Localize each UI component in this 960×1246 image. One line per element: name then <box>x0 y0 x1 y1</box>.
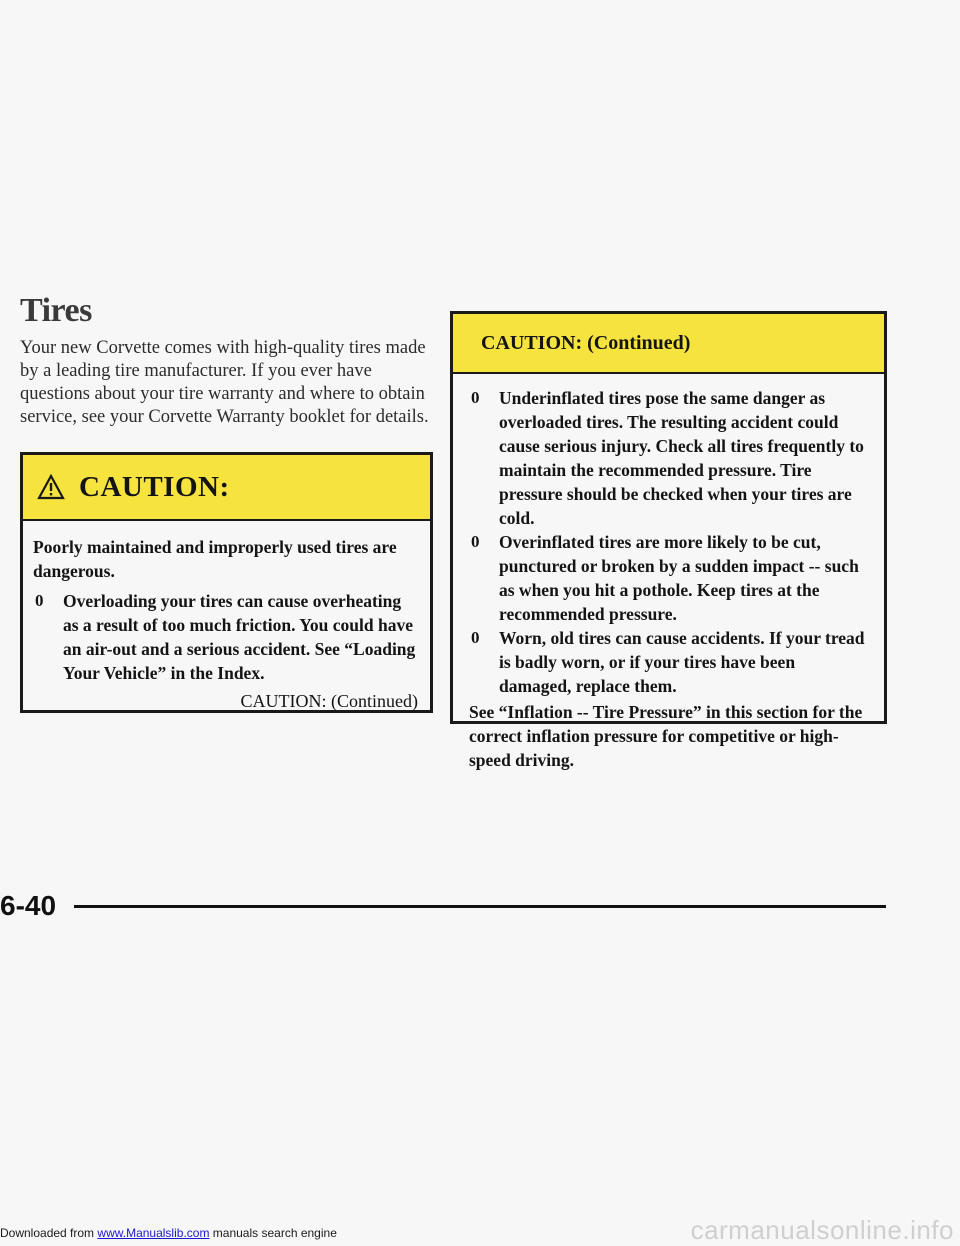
caution-box-left <box>20 452 433 713</box>
caution-body-continued <box>453 374 884 772</box>
caution-bullet-list <box>33 589 420 685</box>
bullet-item <box>469 626 870 698</box>
caution-box-right <box>450 311 887 770</box>
warning-triangle-icon <box>37 474 65 500</box>
footer-rule <box>74 905 886 908</box>
caution-continued-title: CAUTION: (Continued) <box>481 331 691 354</box>
section-title: Tires <box>20 292 92 329</box>
bullet-text: Underinflated tires pose the same danger as overloaded tires. The resulting accident could cause serious injury. Check all tires frequently to maintain the recommended pressure. Tire pressure should be checked when your tires are cold. <box>499 388 864 528</box>
bullet-text: Worn, old tires can cause accidents. If your tread is badly worn, or if your tires have been damaged, replace them. <box>499 628 865 696</box>
bullet-text: Overinflated tires are more likely to be cut, punctured or broken by a sudden impact -- such as when you hit a pothole. Keep tires at the recommended pressure. <box>499 532 859 624</box>
page-number: 6-40 <box>0 890 57 921</box>
caution-closing: See “Inflation -- Tire Pressure” in this section for the correct inflation pressure for competitive or high-speed driving. <box>469 702 863 770</box>
caution-lead: Poorly maintained and improperly used tires are dangerous. <box>33 537 397 581</box>
download-prefix: Downloaded from <box>0 1226 95 1240</box>
bullet-item <box>469 386 870 530</box>
caution-bullet-list <box>469 386 870 698</box>
download-notice <box>0 1226 337 1240</box>
caution-body <box>23 521 430 713</box>
watermark: carmanualsonline.info <box>690 1215 954 1245</box>
manualslib-link[interactable]: www.Manualslib.com <box>97 1226 210 1240</box>
bullet-text: Overloading your tires can cause overheating as a result of too much friction. You could have an air-out and a serious accident. See “Loading Your Vehicle” in the Index. <box>63 591 416 683</box>
caution-header <box>23 455 430 521</box>
bullet-marker: 0 <box>471 628 480 647</box>
bullet-item <box>33 589 420 685</box>
caution-continued-label: CAUTION: (Continued) <box>240 691 418 711</box>
intro-paragraph: Your new Corvette comes with high-quality tires made by a leading tire manufacturer. If you ever have questions about your tire warranty and where to obtain service, see your Corvette Warranty booklet for details. <box>20 338 429 427</box>
bullet-marker: 0 <box>35 591 44 610</box>
caution-label: CAUTION: <box>79 470 230 503</box>
download-suffix: manuals search engine <box>209 1226 337 1240</box>
bullet-item <box>469 530 870 626</box>
bullet-marker: 0 <box>471 388 480 407</box>
bullet-marker: 0 <box>471 532 480 551</box>
caution-header-continued <box>453 314 884 374</box>
